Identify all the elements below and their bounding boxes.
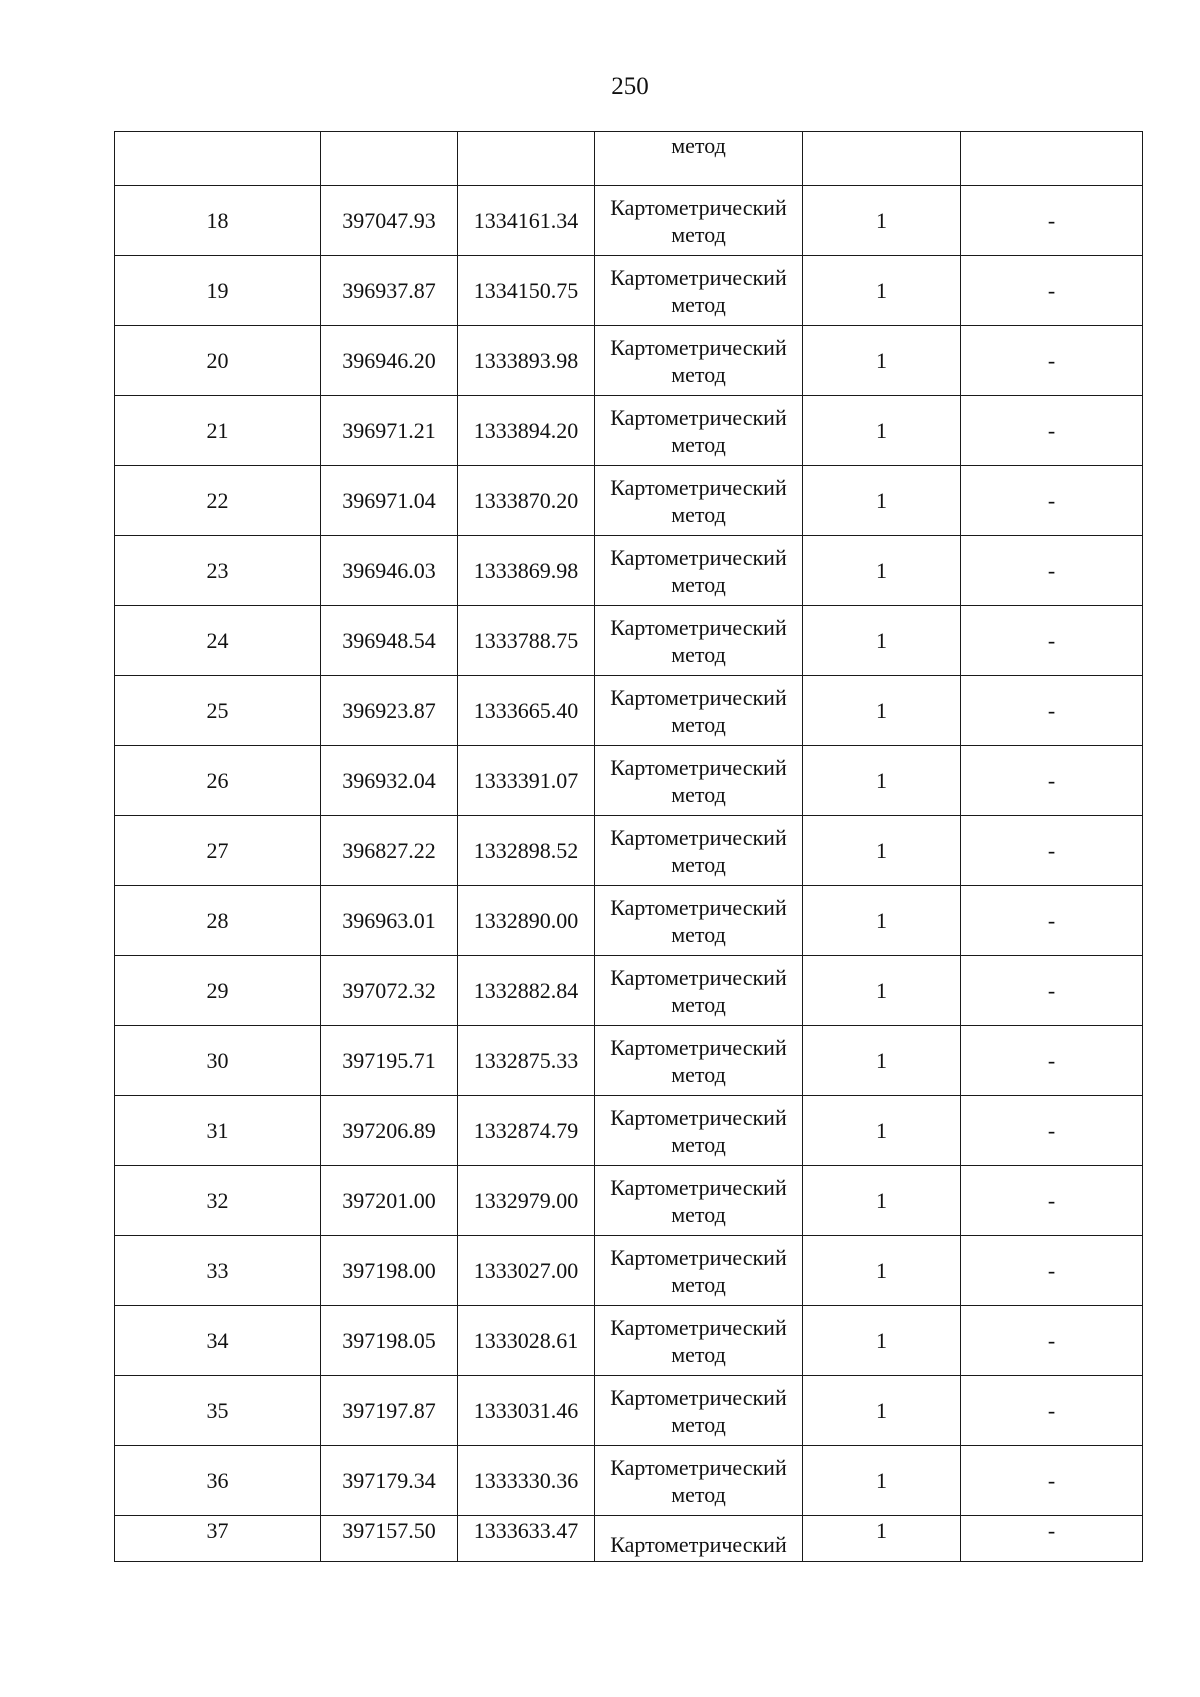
table-row <box>115 746 1143 816</box>
method-line: Картометрический <box>610 544 787 570</box>
cell-x: 396923.87 <box>321 676 458 746</box>
cell-point-number: 32 <box>115 1166 321 1236</box>
cell-point-number: 20 <box>115 326 321 396</box>
cell-y: 1333330.36 <box>458 1446 595 1516</box>
cell-description: - <box>961 746 1143 816</box>
cell-accuracy: 1 <box>803 256 961 326</box>
cell-x: 397157.50 <box>321 1516 458 1562</box>
cell-accuracy: 1 <box>803 816 961 886</box>
page-number: 250 <box>611 73 649 100</box>
cell-point-number: 26 <box>115 746 321 816</box>
cell-y: 1333665.40 <box>458 676 595 746</box>
cell-method <box>595 1446 803 1516</box>
cell-accuracy: 1 <box>803 606 961 676</box>
cell-point-number <box>115 132 321 186</box>
table-row <box>115 1306 1143 1376</box>
cell-description: - <box>961 1236 1143 1306</box>
table-row <box>115 1516 1143 1562</box>
cell-y: 1334161.34 <box>458 186 595 256</box>
method-line: Картометрический <box>610 334 787 360</box>
method-line: метод <box>671 571 726 597</box>
cell-description: - <box>961 606 1143 676</box>
cell-method <box>595 186 803 256</box>
cell-x: 396971.04 <box>321 466 458 536</box>
cell-x: 396946.20 <box>321 326 458 396</box>
cell-description: - <box>961 1026 1143 1096</box>
coordinates-table-body <box>115 132 1143 1562</box>
cell-method <box>595 1166 803 1236</box>
cell-y: 1333893.98 <box>458 326 595 396</box>
table-row <box>115 326 1143 396</box>
table-row <box>115 1096 1143 1166</box>
cell-accuracy: 1 <box>803 746 961 816</box>
table-row <box>115 606 1143 676</box>
cell-method <box>595 1236 803 1306</box>
cell-x: 397072.32 <box>321 956 458 1026</box>
cell-accuracy: 1 <box>803 536 961 606</box>
cell-y: 1333788.75 <box>458 606 595 676</box>
cell-method: Картометрический <box>595 1516 803 1562</box>
cell-description: - <box>961 1446 1143 1516</box>
cell-accuracy: 1 <box>803 326 961 396</box>
cell-description: - <box>961 1306 1143 1376</box>
method-line: метод <box>671 991 726 1017</box>
method-line: метод <box>671 1481 726 1507</box>
cell-accuracy: 1 <box>803 466 961 536</box>
cell-accuracy: 1 <box>803 396 961 466</box>
cell-y: 1332875.33 <box>458 1026 595 1096</box>
table-row <box>115 466 1143 536</box>
method-line: метод <box>671 501 726 527</box>
method-line: метод <box>671 1201 726 1227</box>
cell-point-number: 25 <box>115 676 321 746</box>
cell-description: - <box>961 676 1143 746</box>
cell-accuracy: 1 <box>803 1306 961 1376</box>
continuation-row <box>115 132 1143 186</box>
cell-y: 1332874.79 <box>458 1096 595 1166</box>
cell-description: - <box>961 536 1143 606</box>
method-line: Картометрический <box>610 754 787 780</box>
method-line: Картометрический <box>610 1454 787 1480</box>
cell-y: 1332898.52 <box>458 816 595 886</box>
cell-y: 1333870.20 <box>458 466 595 536</box>
cell-point-number: 18 <box>115 186 321 256</box>
cell-description: - <box>961 1096 1143 1166</box>
method-line: Картометрический <box>610 1034 787 1060</box>
cell-description: - <box>961 1166 1143 1236</box>
method-line: метод <box>671 711 726 737</box>
cell-y: 1332979.00 <box>458 1166 595 1236</box>
cell-method <box>595 676 803 746</box>
method-line: метод <box>671 1341 726 1367</box>
cell-accuracy <box>803 132 961 186</box>
method-line: метод <box>671 1411 726 1437</box>
cell-point-number: 29 <box>115 956 321 1026</box>
cell-method <box>595 746 803 816</box>
cell-accuracy: 1 <box>803 1446 961 1516</box>
cell-x: 396827.22 <box>321 816 458 886</box>
cell-x: 397197.87 <box>321 1376 458 1446</box>
cell-point-number: 22 <box>115 466 321 536</box>
cell-point-number: 35 <box>115 1376 321 1446</box>
cell-x: 396963.01 <box>321 886 458 956</box>
cell-description: - <box>961 886 1143 956</box>
cell-y: 1332882.84 <box>458 956 595 1026</box>
method-line: Картометрический <box>610 824 787 850</box>
cell-y <box>458 132 595 186</box>
table-row <box>115 1376 1143 1446</box>
cell-accuracy: 1 <box>803 1026 961 1096</box>
cell-y: 1333031.46 <box>458 1376 595 1446</box>
cell-x: 397198.05 <box>321 1306 458 1376</box>
cell-y: 1334150.75 <box>458 256 595 326</box>
cell-method <box>595 396 803 466</box>
cell-accuracy: 1 <box>803 1516 961 1562</box>
method-line: Картометрический <box>610 1384 787 1410</box>
cell-method <box>595 1376 803 1446</box>
cell-y: 1333027.00 <box>458 1236 595 1306</box>
table-row <box>115 1236 1143 1306</box>
cell-y: 1333028.61 <box>458 1306 595 1376</box>
cell-x: 397195.71 <box>321 1026 458 1096</box>
method-line: Картометрический <box>610 1174 787 1200</box>
table-row <box>115 256 1143 326</box>
cell-method: метод <box>595 132 803 186</box>
method-line: метод <box>671 1271 726 1297</box>
cell-description: - <box>961 1376 1143 1446</box>
cell-point-number: 30 <box>115 1026 321 1096</box>
cell-description: - <box>961 956 1143 1026</box>
method-line: Картометрический <box>610 894 787 920</box>
method-line: метод <box>671 361 726 387</box>
cell-y: 1332890.00 <box>458 886 595 956</box>
method-line: метод <box>671 1061 726 1087</box>
cell-point-number: 28 <box>115 886 321 956</box>
method-line: Картометрический <box>610 474 787 500</box>
method-line: Картометрический <box>610 194 787 220</box>
method-line: Картометрический <box>610 964 787 990</box>
table-row <box>115 886 1143 956</box>
method-line: метод <box>671 291 726 317</box>
cell-point-number: 23 <box>115 536 321 606</box>
cell-accuracy: 1 <box>803 676 961 746</box>
cell-point-number: 36 <box>115 1446 321 1516</box>
cell-y: 1333894.20 <box>458 396 595 466</box>
coordinates-table <box>114 131 1143 1562</box>
cell-y: 1333869.98 <box>458 536 595 606</box>
method-line: метод <box>671 921 726 947</box>
cell-method <box>595 326 803 396</box>
cell-point-number: 27 <box>115 816 321 886</box>
method-line: Картометрический <box>610 684 787 710</box>
method-line: метод <box>671 781 726 807</box>
cell-method <box>595 816 803 886</box>
cell-x: 397179.34 <box>321 1446 458 1516</box>
cell-x: 396948.54 <box>321 606 458 676</box>
table-row <box>115 1026 1143 1096</box>
table-row <box>115 186 1143 256</box>
cell-point-number: 19 <box>115 256 321 326</box>
cell-x: 396932.04 <box>321 746 458 816</box>
cell-method <box>595 536 803 606</box>
table-row <box>115 396 1143 466</box>
cell-y: 1333391.07 <box>458 746 595 816</box>
table-row <box>115 676 1143 746</box>
cell-description <box>961 132 1143 186</box>
method-line: Картометрический <box>610 404 787 430</box>
table-row <box>115 1166 1143 1236</box>
method-line: Картометрический <box>610 1244 787 1270</box>
cell-y: 1333633.47 <box>458 1516 595 1562</box>
cell-accuracy: 1 <box>803 186 961 256</box>
cell-x: 397047.93 <box>321 186 458 256</box>
cell-description: - <box>961 186 1143 256</box>
table-row <box>115 536 1143 606</box>
cell-description: - <box>961 326 1143 396</box>
cell-method <box>595 256 803 326</box>
cell-point-number: 24 <box>115 606 321 676</box>
cell-accuracy: 1 <box>803 1166 961 1236</box>
method-line: Картометрический <box>610 264 787 290</box>
method-line: метод <box>671 641 726 667</box>
cell-method <box>595 886 803 956</box>
cell-method <box>595 956 803 1026</box>
cell-description: - <box>961 816 1143 886</box>
cell-accuracy: 1 <box>803 886 961 956</box>
cell-accuracy: 1 <box>803 1236 961 1306</box>
cell-point-number: 34 <box>115 1306 321 1376</box>
method-line: Картометрический <box>610 614 787 640</box>
cell-method <box>595 606 803 676</box>
cell-point-number: 33 <box>115 1236 321 1306</box>
table-row <box>115 956 1143 1026</box>
method-line: Картометрический <box>610 1314 787 1340</box>
method-line: метод <box>671 851 726 877</box>
cell-description: - <box>961 1516 1143 1562</box>
cell-method <box>595 1306 803 1376</box>
cell-x: 397206.89 <box>321 1096 458 1166</box>
cell-x: 397198.00 <box>321 1236 458 1306</box>
table-row <box>115 1446 1143 1516</box>
cell-accuracy: 1 <box>803 1096 961 1166</box>
cell-point-number: 37 <box>115 1516 321 1562</box>
cell-method <box>595 1096 803 1166</box>
method-line: Картометрический <box>610 1104 787 1130</box>
method-line: метод <box>671 221 726 247</box>
cell-x: 396937.87 <box>321 256 458 326</box>
method-line: метод <box>671 1131 726 1157</box>
cell-description: - <box>961 396 1143 466</box>
cell-method <box>595 1026 803 1096</box>
table-row <box>115 816 1143 886</box>
cell-accuracy: 1 <box>803 1376 961 1446</box>
cell-x: 396946.03 <box>321 536 458 606</box>
cell-point-number: 31 <box>115 1096 321 1166</box>
cell-accuracy: 1 <box>803 956 961 1026</box>
method-line: метод <box>671 431 726 457</box>
cell-x: 397201.00 <box>321 1166 458 1236</box>
cell-description: - <box>961 256 1143 326</box>
cell-method <box>595 466 803 536</box>
cell-description: - <box>961 466 1143 536</box>
cell-x <box>321 132 458 186</box>
cell-x: 396971.21 <box>321 396 458 466</box>
cell-point-number: 21 <box>115 396 321 466</box>
